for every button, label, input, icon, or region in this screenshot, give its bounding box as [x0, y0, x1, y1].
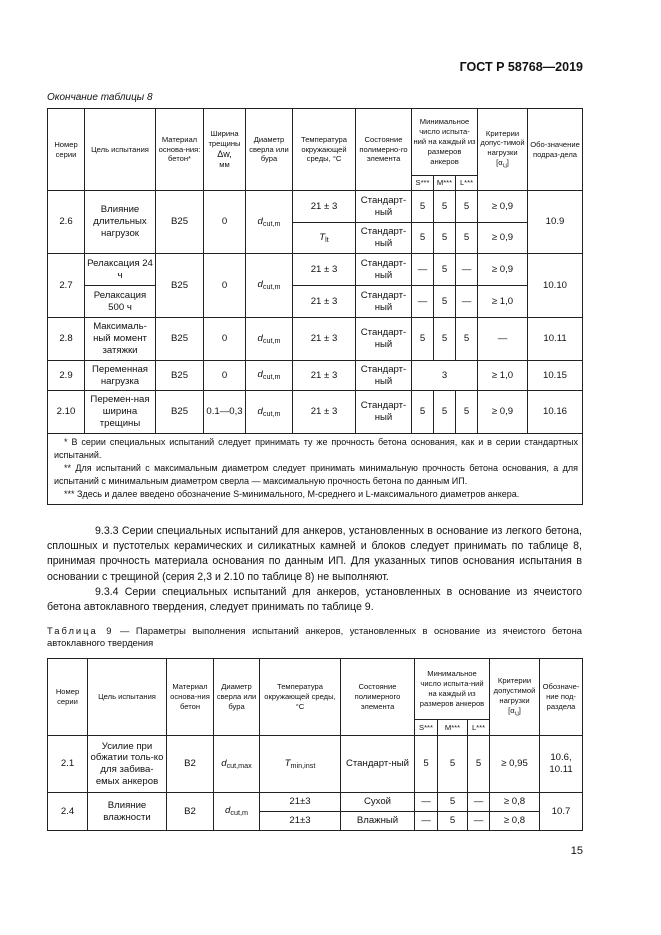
paragraph-9-3-4: 9.3.4 Серии специальных испытаний для анкеров, установленных в основание из ячеистого бетона автоклавного твердения, следует принимать по таблице 9. [47, 585, 582, 614]
header-criteria-sub: i,j [502, 163, 507, 170]
header-criteria [478, 109, 528, 191]
header-goal: Цель испытания [88, 659, 167, 736]
header-material: Материал основа-ния: бетон* [156, 109, 204, 191]
drill-sub: cut,m [262, 408, 281, 418]
cell-section: 10.9 [528, 191, 583, 254]
cell-crack: 0 [204, 254, 246, 318]
cell-state: Стандарт-ный [356, 391, 412, 434]
cell-series: 2.4 [48, 793, 88, 831]
cell-series: 2.10 [48, 391, 85, 434]
header-criteria-sub: i,j [514, 710, 519, 717]
cell-material: B25 [156, 318, 204, 361]
cell-series: 2.9 [48, 361, 85, 391]
drill-symbol: d [257, 332, 263, 344]
cell-temp [260, 736, 341, 793]
header-crack-symbol: Δw, [217, 148, 232, 159]
cell-series: 2.8 [48, 318, 85, 361]
header-s: S*** [412, 176, 434, 191]
table-9-caption [47, 625, 582, 650]
drill-symbol: d [225, 805, 231, 817]
cell-state: Стандарт-ный [356, 361, 412, 391]
cell-drill [214, 736, 260, 793]
cell-section: 10.7 [540, 793, 583, 831]
cell-material: B2 [167, 736, 214, 793]
cell-criteria: ≥ 0,9 [478, 254, 528, 286]
cell-state: Стандарт-ный [341, 736, 415, 793]
cell-section: 10.6, 10.11 [540, 736, 583, 793]
header-series: Номер серии [48, 659, 88, 736]
cell-criteria: ≥ 1,0 [478, 361, 528, 391]
header-temp: Температура окружающей среды, °С [293, 109, 356, 191]
header-criteria-label: Критерии допустимой нагрузки [493, 676, 536, 705]
header-criteria-sym: [α [508, 705, 515, 715]
drill-symbol: d [257, 279, 263, 291]
header-temp: Температура окружающей среды, °С [260, 659, 341, 736]
cell-s: 5 [412, 223, 434, 254]
cell-state: Стандарт-ный [356, 191, 412, 223]
header-m: M*** [438, 720, 468, 736]
cell-l: — [456, 254, 478, 286]
cell-temp: 21 ± 3 [293, 254, 356, 286]
header-crack-unit: мм [219, 160, 230, 170]
page-number: 15 [570, 845, 583, 857]
cell-l: — [468, 793, 490, 812]
header-crack-label: Ширина трещины [208, 128, 241, 148]
cell-goal: Переменная нагрузка [85, 361, 156, 391]
header-section: Обозначе-ние под-раздела [540, 659, 583, 736]
cell-s: 5 [415, 736, 438, 793]
cell-section: 10.11 [528, 318, 583, 361]
cell-temp: 21 ± 3 [293, 318, 356, 361]
temp-sub: lt [325, 234, 329, 244]
paragraph-9-3-3: 9.3.3 Серии специальных испытаний для анкеров, установленных в основание из легкого бетона, сплошных и пустотелых керамических и силикатных камней и блоков следует принимать по таблице 8, принимая прочность материала основания по данным ИП. Для указанных типов основания испытания в основании с трещиной (серия 2,3 и 2.10 по таблице 8) не выполняют. [47, 525, 582, 583]
cell-temp: 21 ± 3 [293, 286, 356, 318]
temp-symbol: T [319, 231, 326, 243]
table-9 [47, 658, 583, 831]
cell-material: B2 [167, 793, 214, 831]
drill-sub: cut,m [262, 335, 281, 345]
cell-s: — [412, 286, 434, 318]
cell-temp: 21 ± 3 [293, 361, 356, 391]
table-8-footnotes [48, 434, 583, 505]
cell-criteria: ≥ 0,9 [478, 391, 528, 434]
cell-drill [246, 318, 293, 361]
cell-state: Влажный [341, 812, 415, 831]
drill-symbol: d [257, 369, 263, 381]
cell-criteria: ≥ 0,8 [490, 793, 540, 812]
cell-temp: 21±3 [260, 812, 341, 831]
header-crack-width [204, 109, 246, 191]
cell-goal: Усилие при обжатии толь-ко для забива-емых анкеров [88, 736, 167, 793]
cell-state: Сухой [341, 793, 415, 812]
header-l: L*** [456, 176, 478, 191]
header-l: L*** [468, 720, 490, 736]
cell-criteria: ≥ 0,9 [478, 191, 528, 223]
cell-m: 5 [434, 223, 456, 254]
header-goal: Цель испытания [85, 109, 156, 191]
header-criteria-close: ] [506, 158, 509, 168]
cell-m: 5 [438, 812, 468, 831]
drill-sub: cut,m [262, 218, 281, 228]
header-series: Номер серии [48, 109, 85, 191]
cell-material: B25 [156, 191, 204, 254]
cell-goal: Перемен-ная ширина трещины [85, 391, 156, 434]
cell-criteria: ≥ 0,95 [490, 736, 540, 793]
cell-section: 10.10 [528, 254, 583, 318]
footnote: *** Здесь и далее введено обозначение S-минимального, M-среднего и L-максимального диаметров анкера. [64, 489, 520, 500]
cell-material: B25 [156, 361, 204, 391]
cell-l: 5 [456, 318, 478, 361]
cell-m: 3 [412, 361, 478, 391]
header-min-count: Минимальное число испыта-ний на каждый из размеров анкеров [415, 659, 490, 720]
drill-symbol: d [221, 757, 227, 769]
cell-criteria: ≥ 0,8 [490, 812, 540, 831]
cell-criteria: ≥ 1,0 [478, 286, 528, 318]
cell-l: 5 [456, 223, 478, 254]
cell-criteria: — [478, 318, 528, 361]
drill-sub: cut,max [226, 760, 252, 770]
cell-goal: Влияние влажности [88, 793, 167, 831]
drill-symbol: d [257, 405, 263, 417]
cell-state: Стандарт-ный [356, 254, 412, 286]
cell-goal: Релаксация 24 ч [85, 254, 156, 286]
header-criteria-label: Критерии допус-тимой нагрузки [480, 128, 525, 158]
table-8-caption: Окончание таблицы 8 [47, 92, 153, 103]
cell-material: B25 [156, 391, 204, 434]
cell-drill [246, 361, 293, 391]
cell-criteria: ≥ 0,9 [478, 223, 528, 254]
header-criteria-sym: [α [496, 158, 503, 168]
cell-m: 5 [434, 391, 456, 434]
drill-symbol: d [257, 215, 263, 227]
cell-drill [214, 793, 260, 831]
cell-series: 2.7 [48, 254, 85, 318]
cell-section: 10.15 [528, 361, 583, 391]
standard-number: ГОСТ Р 58768—2019 [459, 60, 583, 74]
table-9-title: — Параметры выполнения испытаний анкеров, установленных в основание из ячеистого бетона автоклавного твердения [47, 625, 583, 649]
header-section: Обо-значение подраз-дела [528, 109, 583, 191]
cell-s: — [415, 812, 438, 831]
cell-drill [246, 391, 293, 434]
cell-crack: 0 [204, 191, 246, 254]
cell-state: Стандарт-ный [356, 318, 412, 361]
cell-s: 5 [412, 318, 434, 361]
cell-crack: 0 [204, 318, 246, 361]
cell-state: Стандарт-ный [356, 223, 412, 254]
header-drill: Диаметр сверла или бура [214, 659, 260, 736]
header-m: M*** [434, 176, 456, 191]
temp-symbol: T [284, 757, 291, 769]
cell-m: 5 [434, 254, 456, 286]
cell-series: 2.6 [48, 191, 85, 254]
cell-m: 5 [434, 286, 456, 318]
cell-m: 5 [438, 793, 468, 812]
cell-m: 5 [438, 736, 468, 793]
header-state: Состояние полимерно-го элемента [356, 109, 412, 191]
header-s: S*** [415, 720, 438, 736]
cell-temp: 21 ± 3 [293, 391, 356, 434]
cell-goal: Влияние длительных нагрузок [85, 191, 156, 254]
cell-m: 5 [434, 318, 456, 361]
header-min-count: Минимальное число испыта-ний на каждый из размеров анкеров [412, 109, 478, 176]
cell-m: 5 [434, 191, 456, 223]
footnote: ** Для испытаний с максимальным диаметром следует принимать минимальную прочность бетона основания, а для испытаний с минимальным диаметром сверла — максимальную прочность бетона по данным ИП. [54, 463, 579, 487]
cell-crack: 0 [204, 361, 246, 391]
temp-sub: min,inst [290, 760, 316, 770]
cell-l: 5 [468, 736, 490, 793]
header-criteria-close: ] [518, 705, 521, 715]
cell-drill [246, 191, 293, 254]
table-8 [47, 108, 583, 505]
header-state: Состояние полимерного элемента [341, 659, 415, 736]
cell-goal: Максималь-ный момент затяжки [85, 318, 156, 361]
cell-temp [293, 223, 356, 254]
cell-state: Стандарт-ный [356, 286, 412, 318]
cell-s: 5 [412, 391, 434, 434]
drill-sub: cut,m [230, 808, 248, 818]
header-drill: Диаметр сверла или бура [246, 109, 293, 191]
cell-series: 2.1 [48, 736, 88, 793]
cell-s: — [412, 254, 434, 286]
cell-l: — [468, 812, 490, 831]
cell-goal: Релаксация 500 ч [85, 286, 156, 318]
drill-sub: cut,m [262, 372, 281, 382]
cell-crack: 0.1—0,3 [204, 391, 246, 434]
body-text [47, 524, 582, 615]
cell-section: 10.16 [528, 391, 583, 434]
header-material: Материал основа-ния бетон [167, 659, 214, 736]
cell-temp: 21±3 [260, 793, 341, 812]
cell-s: 5 [412, 191, 434, 223]
cell-l: 5 [456, 391, 478, 434]
footnote: * В серии специальных испытаний следует принимать ту же прочность бетона основания, как и в серии стандартных испытаний. [54, 437, 579, 461]
cell-l: 5 [456, 191, 478, 223]
cell-l: — [456, 286, 478, 318]
cell-drill [246, 254, 293, 318]
cell-temp: 21 ± 3 [293, 191, 356, 223]
table-9-label: Таблица 9 [47, 625, 114, 636]
cell-material: B25 [156, 254, 204, 318]
header-criteria [490, 659, 540, 736]
cell-s: — [415, 793, 438, 812]
drill-sub: cut,m [262, 282, 281, 292]
